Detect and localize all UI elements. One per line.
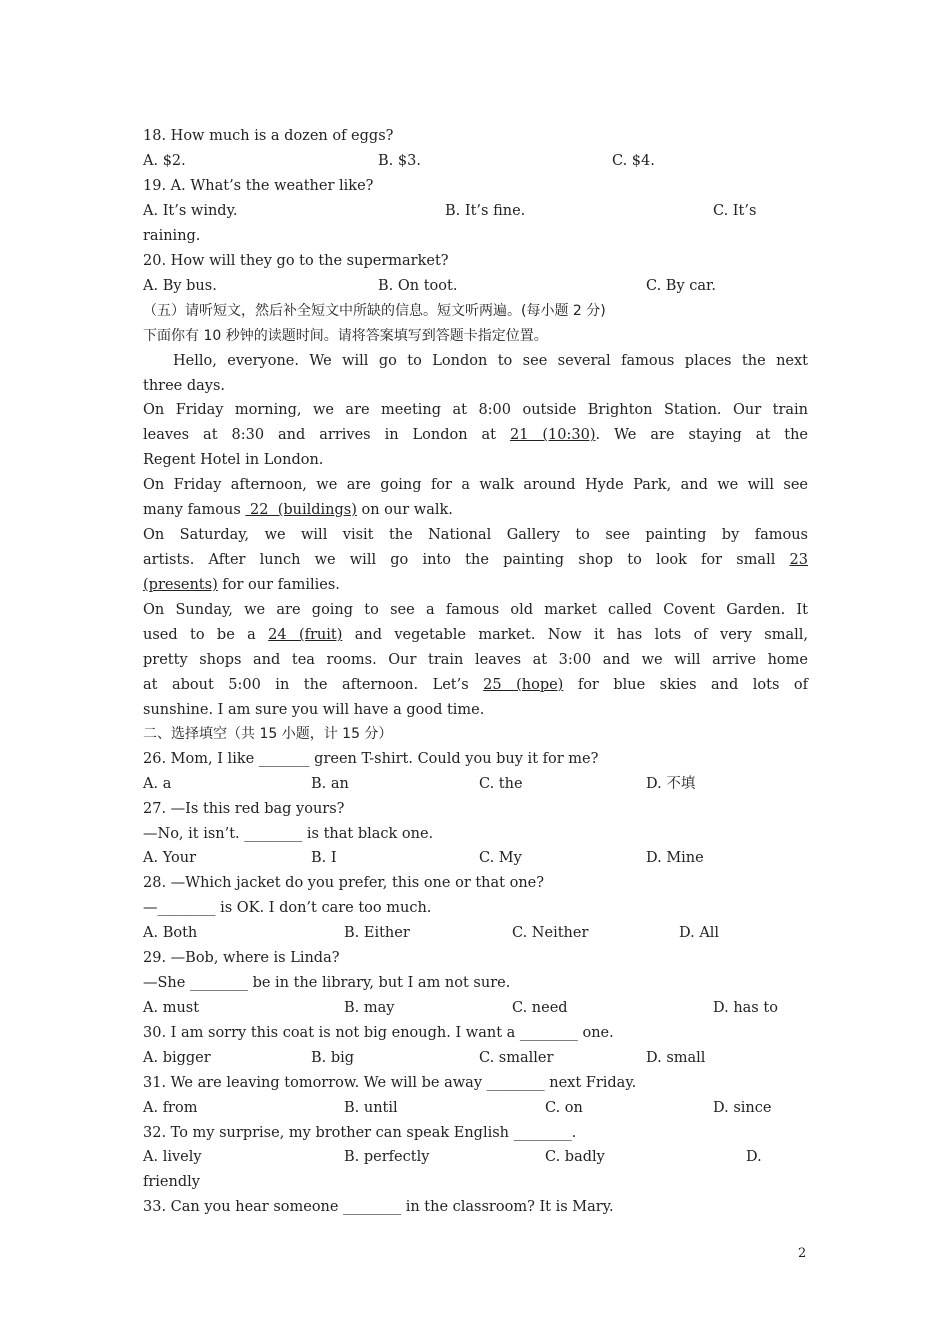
q19-option-c-continued: raining. bbox=[143, 228, 201, 244]
q20-option-a: A. By bus. bbox=[143, 278, 217, 294]
passage-line-blank-24 bbox=[143, 623, 808, 648]
q29-option-a: A. must bbox=[143, 1000, 200, 1016]
q32-option-a: A. lively bbox=[143, 1149, 202, 1165]
q30-option-a: A. bigger bbox=[143, 1050, 211, 1066]
q19-option-a: A. It’s windy. bbox=[143, 203, 238, 219]
passage-line bbox=[143, 573, 808, 598]
passage-line: pretty shops and tea rooms. Our train leaves at 3:00 and we will arrive home bbox=[143, 652, 808, 668]
q28-option-a: A. Both bbox=[143, 925, 198, 941]
q31-option-c: C. on bbox=[545, 1100, 583, 1116]
passage-text: artists. After lunch we will go into the painting shop to look for small bbox=[143, 552, 790, 568]
q26-option-d: D. 不填 bbox=[646, 776, 696, 792]
q31-option-d: D. since bbox=[713, 1100, 772, 1116]
q29-option-c: C. need bbox=[512, 1000, 568, 1016]
q27-option-b: B. I bbox=[311, 850, 337, 866]
q27-option-c: C. My bbox=[479, 850, 522, 866]
question-29-stem-2: —She ________ be in the library, but I am not sure. bbox=[143, 975, 511, 991]
q31-option-a: A. from bbox=[143, 1100, 198, 1116]
question-27-stem-2: —No, it isn’t. ________ is that black one. bbox=[143, 826, 434, 842]
question-32-stem: 32. To my surprise, my brother can speak English ________. bbox=[143, 1125, 577, 1141]
q19-option-b: B. It’s fine. bbox=[445, 203, 526, 219]
section-5-instruction: 下面你有 10 秒钟的读题时间。请将答案填写到答题卡指定位置。 bbox=[143, 328, 548, 344]
page-number: 2 bbox=[798, 1246, 807, 1261]
q18-option-b: B. $3. bbox=[378, 153, 421, 169]
passage-line-blank-21 bbox=[143, 423, 808, 448]
passage-text: for our families. bbox=[217, 577, 340, 593]
q28-option-d: D. All bbox=[679, 925, 720, 941]
q32-option-d: D. bbox=[746, 1149, 762, 1165]
passage-line: On Sunday, we are going to see a famous old market called Covent Garden. It bbox=[143, 602, 808, 618]
passage-line: Regent Hotel in London. bbox=[143, 452, 324, 468]
q18-option-a: A. $2. bbox=[143, 153, 186, 169]
q20-option-c: C. By car. bbox=[646, 278, 716, 294]
passage-text: used to be a bbox=[143, 627, 269, 643]
q30-option-b: B. big bbox=[311, 1050, 355, 1066]
question-26-stem: 26. Mom, I like _______ green T-shirt. Could you buy it for me? bbox=[143, 751, 599, 767]
passage-line: On Friday morning, we are meeting at 8:00 outside Brighton Station. Our train bbox=[143, 402, 808, 418]
question-29-stem: 29. —Bob, where is Linda? bbox=[143, 950, 340, 966]
question-18-stem: 18. How much is a dozen of eggs? bbox=[143, 128, 394, 144]
passage-line: Hello, everyone. We will go to London to see several famous places the next bbox=[173, 353, 808, 369]
section-2-heading: 二、选择填空（共 15 小题，计 15 分） bbox=[143, 726, 393, 742]
question-30-stem: 30. I am sorry this coat is not big enough. I want a ________ one. bbox=[143, 1025, 614, 1041]
q18-option-c: C. $4. bbox=[612, 153, 655, 169]
q29-option-b: B. may bbox=[344, 1000, 395, 1016]
blank-23-number: 23 bbox=[789, 552, 808, 568]
q32-option-c: C. badly bbox=[545, 1149, 605, 1165]
passage-text: many famous bbox=[143, 502, 246, 518]
passage-line: sunshine. I am sure you will have a good time. bbox=[143, 702, 485, 718]
q27-option-d: D. Mine bbox=[646, 850, 704, 866]
q27-option-a: A. Your bbox=[143, 850, 197, 866]
q26-option-a: A. a bbox=[143, 776, 172, 792]
question-27-stem: 27. —Is this red bag yours? bbox=[143, 801, 345, 817]
q31-option-b: B. until bbox=[344, 1100, 398, 1116]
passage-text: and vegetable market. Now it has lots of very small, bbox=[342, 627, 808, 643]
question-19-stem: 19. A. What’s the weather like? bbox=[143, 178, 374, 194]
passage-line: On Saturday, we will visit the National Gallery to see painting by famous bbox=[143, 527, 808, 543]
q20-option-b: B. On toot. bbox=[378, 278, 458, 294]
question-31-stem: 31. We are leaving tomorrow. We will be away ________ next Friday. bbox=[143, 1075, 637, 1091]
passage-line-blank-23 bbox=[143, 548, 808, 573]
question-33-stem: 33. Can you hear someone ________ in the classroom? It is Mary. bbox=[143, 1199, 614, 1215]
passage-line: On Friday afternoon, we are going for a walk around Hyde Park, and we will see bbox=[143, 477, 808, 493]
q19-option-c: C. It’s bbox=[713, 203, 757, 219]
passage-line-blank-22 bbox=[143, 498, 808, 523]
q32-option-b: B. perfectly bbox=[344, 1149, 430, 1165]
question-28-stem-2: —________ is OK. I don’t care too much. bbox=[143, 900, 432, 916]
q28-option-c: C. Neither bbox=[512, 925, 589, 941]
q32-option-d-continued: friendly bbox=[143, 1174, 200, 1190]
q26-option-c: C. the bbox=[479, 776, 523, 792]
passage-text: on our walk. bbox=[356, 502, 453, 518]
blank-24-answer: 24 (fruit) bbox=[268, 627, 343, 643]
passage-line-blank-25 bbox=[143, 673, 808, 698]
blank-25-answer: 25 (hope) bbox=[483, 677, 564, 693]
question-20-stem: 20. How will they go to the supermarket? bbox=[143, 253, 449, 269]
passage-line: three days. bbox=[143, 378, 226, 394]
q29-option-d: D. has to bbox=[713, 1000, 778, 1016]
q30-option-d: D. small bbox=[646, 1050, 706, 1066]
blank-21-answer: 21 (10:30) bbox=[509, 427, 596, 443]
q26-option-b: B. an bbox=[311, 776, 349, 792]
passage-text: leaves at 8:30 and arrives in London at bbox=[143, 427, 510, 443]
passage-text: . We are staying at the bbox=[595, 427, 808, 443]
passage-text: at about 5:00 in the afternoon. Let’s bbox=[143, 677, 484, 693]
blank-22-answer: 22 (buildings) bbox=[245, 502, 357, 518]
blank-23-answer: (presents) bbox=[143, 577, 218, 593]
passage-text: for blue skies and lots of bbox=[563, 677, 808, 693]
q30-option-c: C. smaller bbox=[479, 1050, 554, 1066]
section-5-heading: （五）请听短文，然后补全短文中所缺的信息。短文听两遍。(每小题 2 分) bbox=[143, 303, 606, 319]
question-28-stem: 28. —Which jacket do you prefer, this one or that one? bbox=[143, 875, 545, 891]
q28-option-b: B. Either bbox=[344, 925, 410, 941]
